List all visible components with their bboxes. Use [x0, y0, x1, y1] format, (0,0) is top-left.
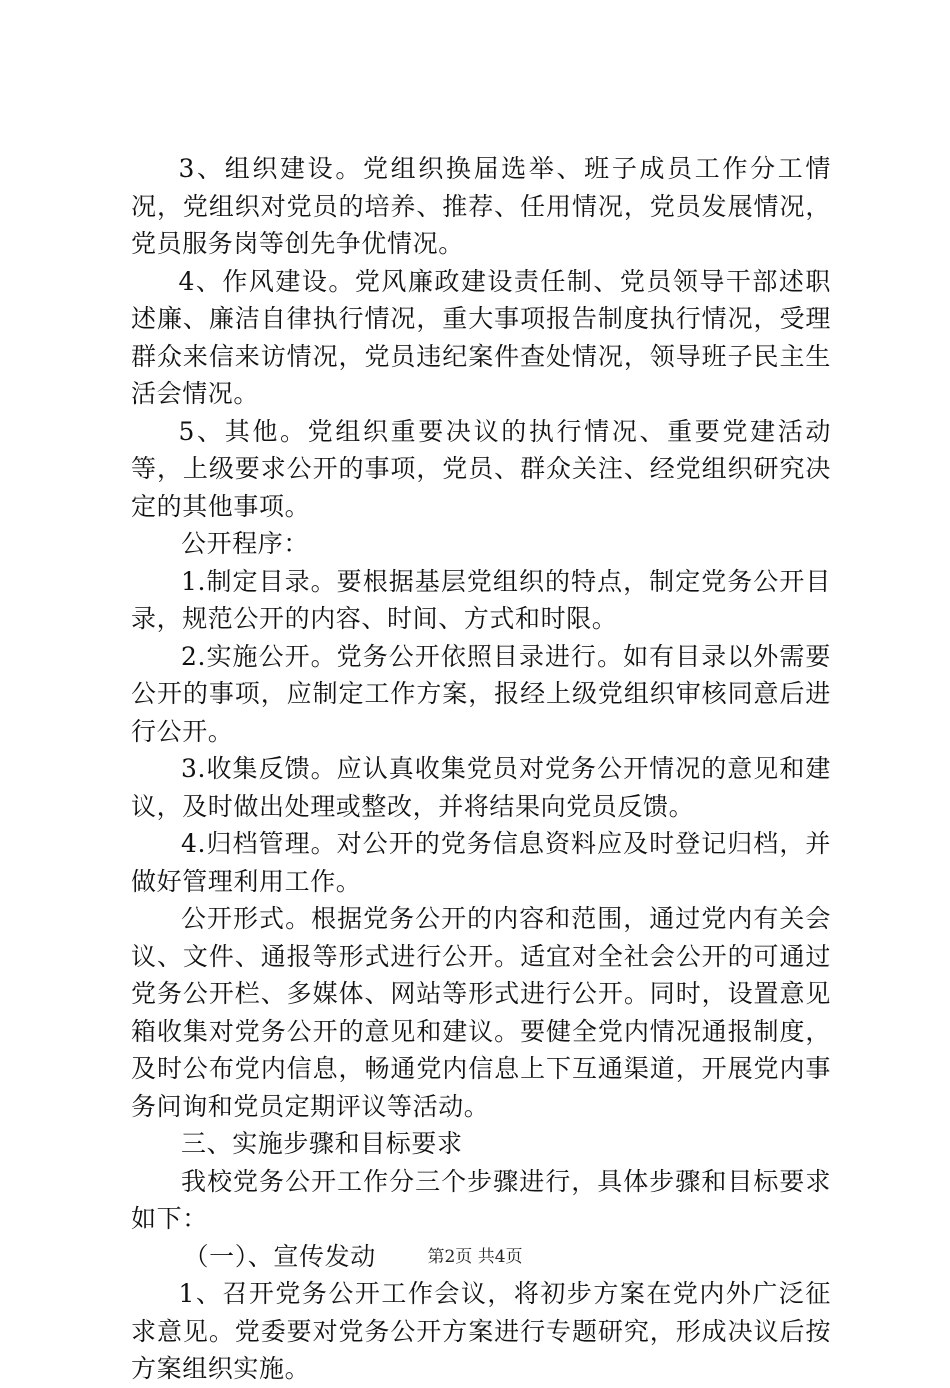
paragraph-work-style-building: 4、作风建设。党风廉政建设责任制、党员领导干部述职述廉、廉洁自律执行情况，重大事项报告制度执行情况，受理群众来信来访情况，党员违纪案件查处情况，领导班子民主生活会情况。: [131, 266, 831, 408]
section-heading-implementation-steps: 三、实施步骤和目标要求: [181, 1129, 463, 1158]
section-heading-disclosure-procedure: 公开程序：: [181, 529, 310, 558]
paragraph-organization-building: 3、组织建设。党组织换届选举、班子成员工作分工情况，党组织对党员的培养、推荐、任用情况，党员发展情况，党员服务岗等创先争优情况。: [131, 154, 831, 258]
paragraph-step-implement: 2.实施公开。党务公开依照目录进行。如有目录以外需要公开的事项，应制定工作方案，报经上级党组织审核同意后进行公开。: [131, 641, 831, 746]
paragraph-other-items: 5、其他。党组织重要决议的执行情况、重要党建活动等，上级要求公开的事项，党员、群众关注、经党组织研究决定的其他事项。: [131, 416, 831, 521]
page-number-footer: 第2页 共4页: [427, 1247, 523, 1267]
paragraph-step-feedback: 3.收集反馈。应认真收集党员对党务公开情况的意见和建议，及时做出处理或整改，并将结果向党员反馈。: [131, 754, 831, 821]
subsection-heading-publicity: （一）、宣传发动: [183, 1241, 376, 1271]
document-body: [131, 150, 831, 1388]
paragraph-step-catalog: 1.制定目录。要根据基层党组织的特点，制定党务公开目录，规范公开的内容、时间、方式和时限。: [131, 566, 831, 633]
paragraph-disclosure-forms: 公开形式。根据党务公开的内容和范围，通过党内有关会议、文件、通报等形式进行公开。适宜对全社会公开的可通过党务公开栏、多媒体、网站等形式进行公开。同时，设置意见箱收集对党务公开的意见和建议。要健全党内情况通报制度，及时公布党内信息，畅通党内信息上下互通渠道，开展党内事务问询和党员定期评议等活动。: [131, 904, 831, 1121]
paragraph-step-archive: 4.归档管理。对公开的党务信息资料应及时登记归档，并做好管理利用工作。: [131, 829, 831, 896]
paragraph-steps-intro: 我校党务公开工作分三个步骤进行，具体步骤和目标要求如下：: [131, 1166, 831, 1233]
paragraph-hold-meeting: 1、召开党务公开工作会议，将初步方案在党内外广泛征求意见。党委要对党务公开方案进行专题研究，形成决议后按方案组织实施。: [131, 1279, 831, 1383]
